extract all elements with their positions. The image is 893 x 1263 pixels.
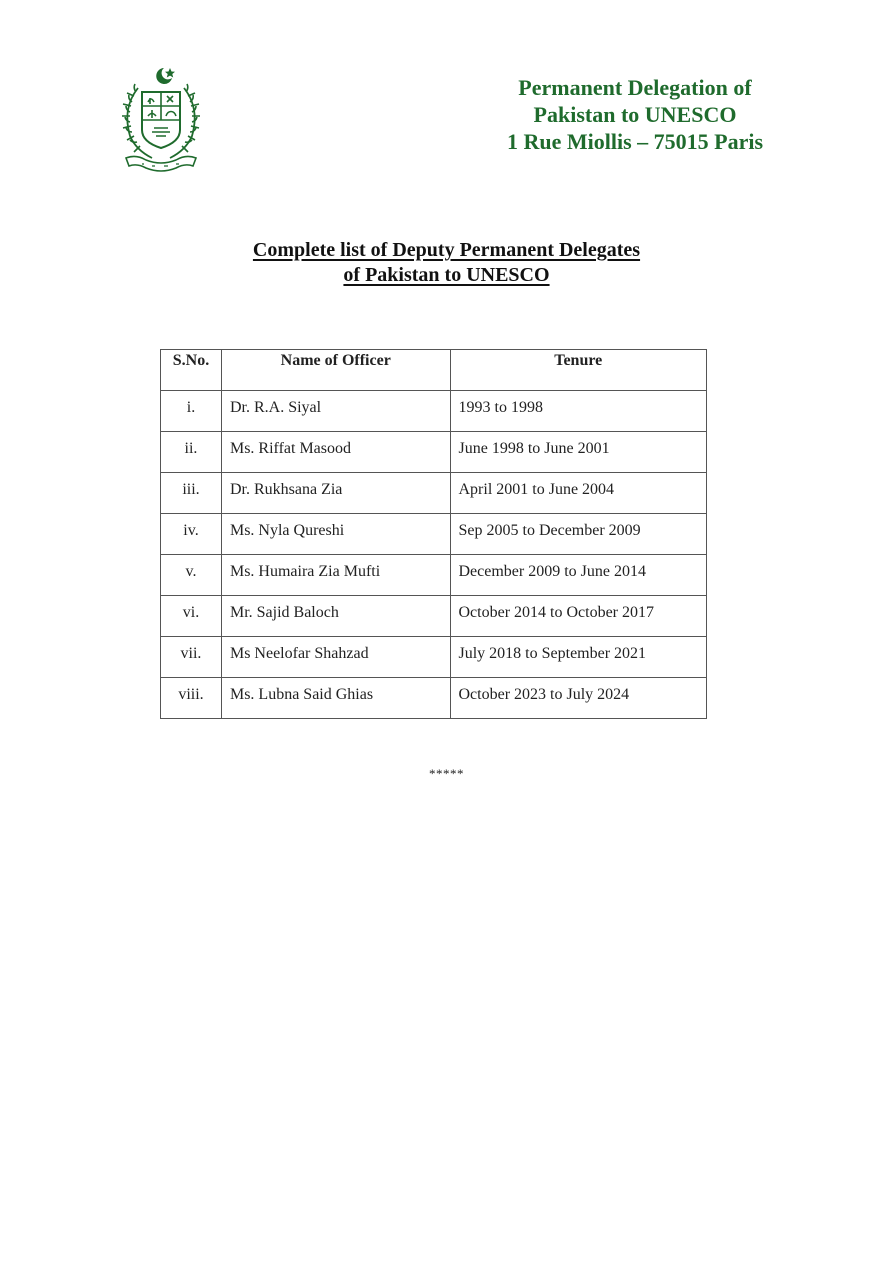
letterhead [480,74,790,155]
cell-sno: vii. [161,637,222,678]
cell-name: Ms. Lubna Said Ghias [221,678,450,719]
cell-tenure: October 2023 to July 2024 [450,678,707,719]
cell-name: Mr. Sajid Baloch [221,596,450,637]
header-name: Name of Officer [221,350,450,391]
table-row [161,678,707,719]
cell-sno: ii. [161,432,222,473]
cell-tenure: December 2009 to June 2014 [450,555,707,596]
cell-tenure: 1993 to 1998 [450,391,707,432]
cell-name: Ms. Riffat Masood [221,432,450,473]
cell-name: Dr. Rukhsana Zia [221,473,450,514]
state-emblem-of-pakistan-icon [112,62,210,176]
cell-sno: iii. [161,473,222,514]
end-of-document-marker: ***** [429,766,464,781]
table-row [161,637,707,678]
cell-tenure: April 2001 to June 2004 [450,473,707,514]
cell-sno: i. [161,391,222,432]
officers-table [160,349,707,719]
cell-sno: v. [161,555,222,596]
cell-name: Ms Neelofar Shahzad [221,637,450,678]
cell-tenure: Sep 2005 to December 2009 [450,514,707,555]
title-line-2: of Pakistan to UNESCO [343,264,550,286]
document-title [0,238,893,288]
cell-name: Ms. Humaira Zia Mufti [221,555,450,596]
letterhead-line-2: Pakistan to UNESCO [533,102,737,127]
header-tenure: Tenure [450,350,707,391]
cell-name: Ms. Nyla Qureshi [221,514,450,555]
cell-tenure: June 1998 to June 2001 [450,432,707,473]
table-row [161,473,707,514]
cell-sno: viii. [161,678,222,719]
cell-sno: iv. [161,514,222,555]
table-row [161,432,707,473]
cell-name: Dr. R.A. Siyal [221,391,450,432]
table-row [161,391,707,432]
table-row [161,596,707,637]
table-row [161,514,707,555]
header-sno: S.No. [161,350,222,391]
letterhead-line-1: Permanent Delegation of [518,75,752,100]
title-line-1: Complete list of Deputy Permanent Delegates [252,239,641,261]
table-row [161,555,707,596]
cell-tenure: July 2018 to September 2021 [450,637,707,678]
cell-tenure: October 2014 to October 2017 [450,596,707,637]
letterhead-line-3: 1 Rue Miollis – 75015 Paris [506,129,764,154]
cell-sno: vi. [161,596,222,637]
table-header-row [161,350,707,391]
